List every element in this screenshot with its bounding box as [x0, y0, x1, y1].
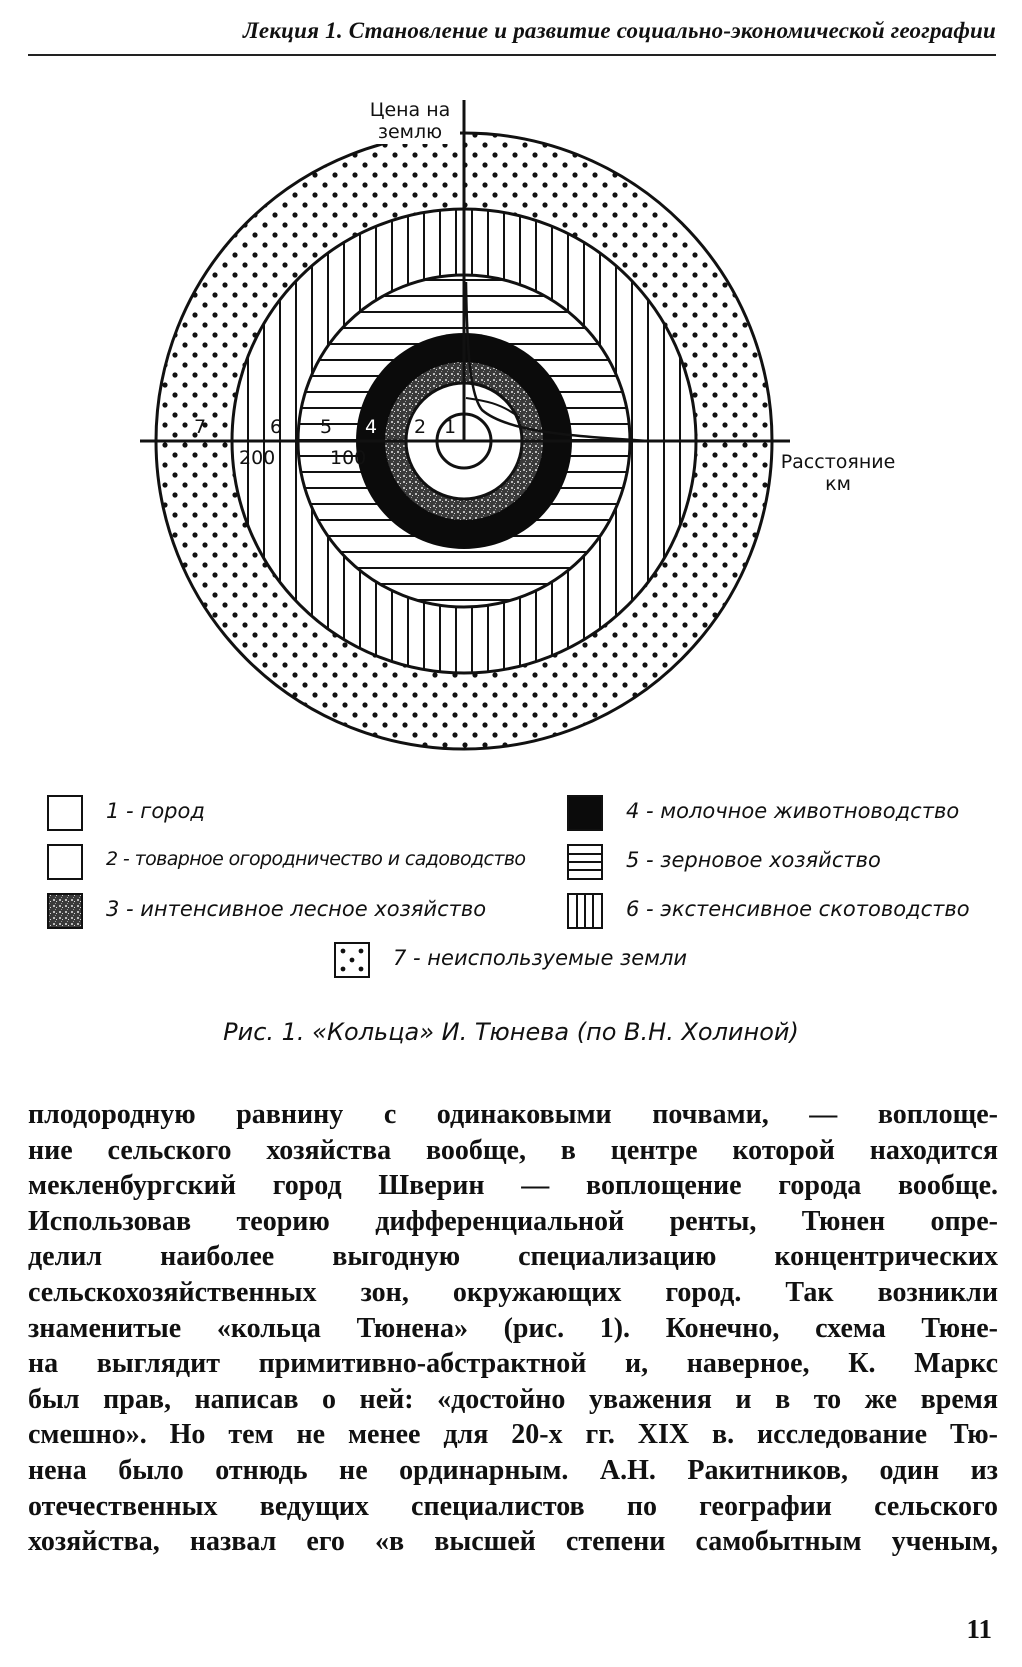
legend-swatch-unused — [333, 941, 371, 979]
legend-swatch-dairy — [566, 794, 604, 832]
zone-number-5: 5 — [320, 416, 333, 438]
text-line: ние сельского хозяйства вообще, в центре которой находится — [28, 1134, 998, 1166]
zone-number-2: 2 — [414, 416, 427, 438]
zone-number-1: 1 — [444, 416, 457, 438]
zone-number-4: 4 — [365, 416, 378, 438]
text-line: плодородную равнину с одинаковыми почвами, — воплоще- — [28, 1099, 998, 1130]
text-line: Использовав теорию дифференциальной ренты, Тюнен опре- — [28, 1205, 998, 1237]
legend-swatch-cattle — [566, 892, 604, 930]
text-line: отечественных ведущих специалистов по географии сельского — [28, 1490, 998, 1522]
legend-swatch-gardening — [46, 843, 84, 881]
book-page: Лекция 1. Становление и развитие социально-экономической географии 7 6 5 4 2 1 200 100 Цена на землю Расстояние км 1 - город 2 - товарное огородничество и садоводство 3 - интенсивное лесное хозяйство 4 - молочное животноводство 5 - зерновое хозяйство 6 - экстенсивное скотоводство 7 - неиспользуемые земли Рис. 1. «Кольца» И. Тюнева (по В.Н. Холиной) плодородную равнину с одинаковыми почвами, — воплоще- ние сельского хозяйства вообще, в центре которой находится мекленбургский город Шверин — воплощение города вообще. Использовав теорию дифференциальной ренты, Тюнен опре- делил наиболее выгодную специализацию концентрических сельскохозяйственных зон, окружающих город. Так возникли знаменитые «кольца Тюнена» (рис. 1). Конечно, схема Тюне- на выглядит примитивно-абстрактной и, наверное, К. Маркс был прав, написав о ней: «достойно уважения и в то же время смешно». Но тем не менее для 20-х гг. XIX в. исследование Тю- нена было отнюдь не ординарным. А.Н. Ракитников, один из отечественных ведущих специалистов по географии сельского хозяйства, назвал его «в высшей степени самобытным ученым, 11 — [0, 0, 1022, 1667]
text-line: на выглядит примитивно-абстрактной и, наверное, К. Маркс — [28, 1348, 998, 1380]
price-axis-label-line2: землю — [377, 121, 443, 143]
header-rule — [28, 54, 996, 56]
distance-axis-label-line1: Расстояние — [780, 451, 896, 473]
legend-swatch-city — [46, 794, 84, 832]
text-line: был прав, написав о ней: «достойно уважения и в то же время — [28, 1383, 998, 1415]
thunen-rings-figure — [0, 80, 1022, 780]
body-paragraph — [28, 1097, 998, 1560]
tick-label-100: 100 — [330, 447, 367, 469]
text-line: нена было отнюдь не ординарным. А.Н. Ракитников, один из — [28, 1454, 998, 1486]
text-line: сельскохозяйственных зон, окружающих город. Так возникли — [28, 1276, 998, 1308]
page-number: 11 — [966, 1614, 992, 1644]
text-line: мекленбургский город Шверин — воплощение города вообще. — [28, 1170, 998, 1202]
text-line: хозяйства, назвал его «в высшей степени самобытным ученым, — [28, 1526, 998, 1558]
running-head: Лекция 1. Становление и развитие социально-экономической географии — [242, 18, 996, 43]
figure-caption: Рис. 1. «Кольца» И. Тюнева (по В.Н. Холиной) — [223, 1018, 799, 1046]
legend-swatch-forestry — [46, 892, 84, 930]
zone-number-7: 7 — [194, 416, 207, 438]
text-line: делил наиболее выгодную специализацию концентрических — [28, 1241, 998, 1273]
zone-number-6: 6 — [270, 416, 283, 438]
tick-label-200: 200 — [239, 447, 276, 469]
text-line: смешно». Но тем не менее для 20-х гг. XIX в. исследование Тю- — [28, 1419, 998, 1451]
distance-axis-label-line2: км — [825, 473, 851, 495]
text-line: знаменитые «кольца Тюнена» (рис. 1). Конечно, схема Тюне- — [28, 1312, 998, 1344]
price-axis-label-line1: Цена на — [369, 99, 451, 121]
legend-swatch-grain — [566, 843, 604, 881]
